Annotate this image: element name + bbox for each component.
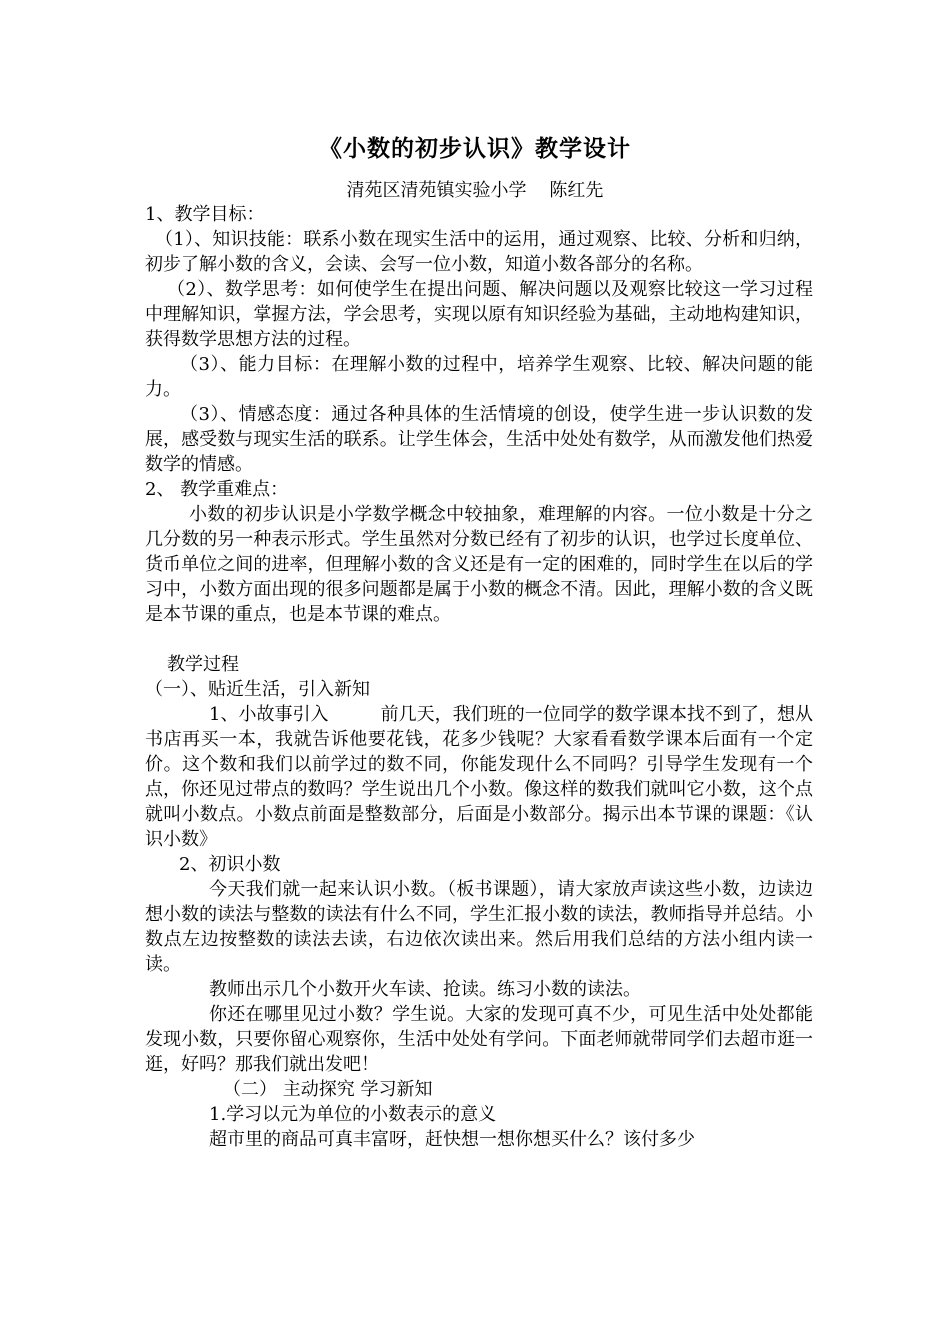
step-heading: 1.学习以元为单位的小数表示的意义 xyxy=(209,1104,497,1125)
paragraph: （1）、知识技能：联系小数在现实生活中的运用，通过观察、比较、分析和归纳，初步了解小数的含义，会读、会写一位小数，知道小数各部分的名称。 xyxy=(145,229,813,275)
step-heading: 2、初识小数 xyxy=(179,854,281,875)
blank-line xyxy=(145,627,813,652)
subsection-heading: （二） 主动探究 学习新知 xyxy=(223,1079,433,1100)
paragraph xyxy=(145,702,813,852)
step-heading: 1、小故事引入 xyxy=(209,704,329,725)
paragraph: 小数的初步认识是小学数学概念中较抽象，难理解的内容。一位小数是十分之几分数的另一种表示形式。学生虽然对分数已经有了初步的认识，也学过长度单位、货币单位之间的进率，但理解小数的含义还是有一定的困难的，同时学生在以后的学习中，小数方面出现的很多问题都是属于小数的概念不清。因此，理解小数的含义既是本节课的重点，也是本节课的难点。 xyxy=(145,504,813,625)
paragraph-text: 前几天，我们班的一位同学的数学课本找不到了，想从书店再买一本，我就告诉他要花钱，花多少钱呢？大家看看数学课本后面有一个定价。这个数和我们以前学过的数不同，你能发现什么不同吗？引导学生发现有一个点，你还见过带点的数吗？学生说出几个小数。像这样的数我们就叫它小数，这个点就叫小数点。小数点前面是整数部分，后面是小数部分。揭示出本节课的课题：《认识小数》 xyxy=(145,704,813,850)
document-author: 清苑区清苑镇实验小学 陈红先 xyxy=(346,180,604,201)
paragraph: 教师出示几个小数开火车读、抢读。练习小数的读法。 xyxy=(209,979,641,1000)
section-heading: 教学过程 xyxy=(167,654,239,675)
paragraph: （3）、情感态度：通过各种具体的生活情境的创设，使学生进一步认识数的发展，感受数与现实生活的联系。让学生体会，生活中处处有数学，从而激发他们热爱数学的情感。 xyxy=(145,404,813,475)
paragraph: 今天我们就一起来认识小数。（板书课题），请大家放声读这些小数，边读边想小数的读法与整数的读法有什么不同，学生汇报小数的读法，教师指导并总结。小数点左边按整数的读法去读，右边依次读出来。然后用我们总结的方法小组内读一读。 xyxy=(145,879,813,975)
document-title: 《小数的初步认识》教学设计 xyxy=(319,136,631,162)
subsection-heading: （一）、贴近生活，引入新知 xyxy=(145,679,370,700)
paragraph: 你还在哪里见过小数？学生说。大家的发现可真不少，可见生活中处处都能发现小数，只要你留心观察你，生活中处处有学问。下面老师就带同学们去超市逛一逛，好吗？那我们就出发吧！ xyxy=(145,1004,813,1075)
document-body xyxy=(145,202,813,1152)
section-heading: 1、教学目标： xyxy=(145,204,265,225)
paragraph: （3）、能力目标：在理解小数的过程中，培养学生观察、比较、解决问题的能力。 xyxy=(145,354,813,400)
paragraph: 超市里的商品可真丰富呀，赶快想一想你想买什么？该付多少 xyxy=(209,1129,695,1150)
section-heading: 2、 教学重难点： xyxy=(145,479,289,500)
paragraph: （2）、数学思考：如何使学生在提出问题、解决问题以及观察比较这一学习过程中理解知识，掌握方法，学会思考，实现以原有知识经验为基础，主动地构建知识，获得数学思想方法的过程。 xyxy=(145,279,813,350)
